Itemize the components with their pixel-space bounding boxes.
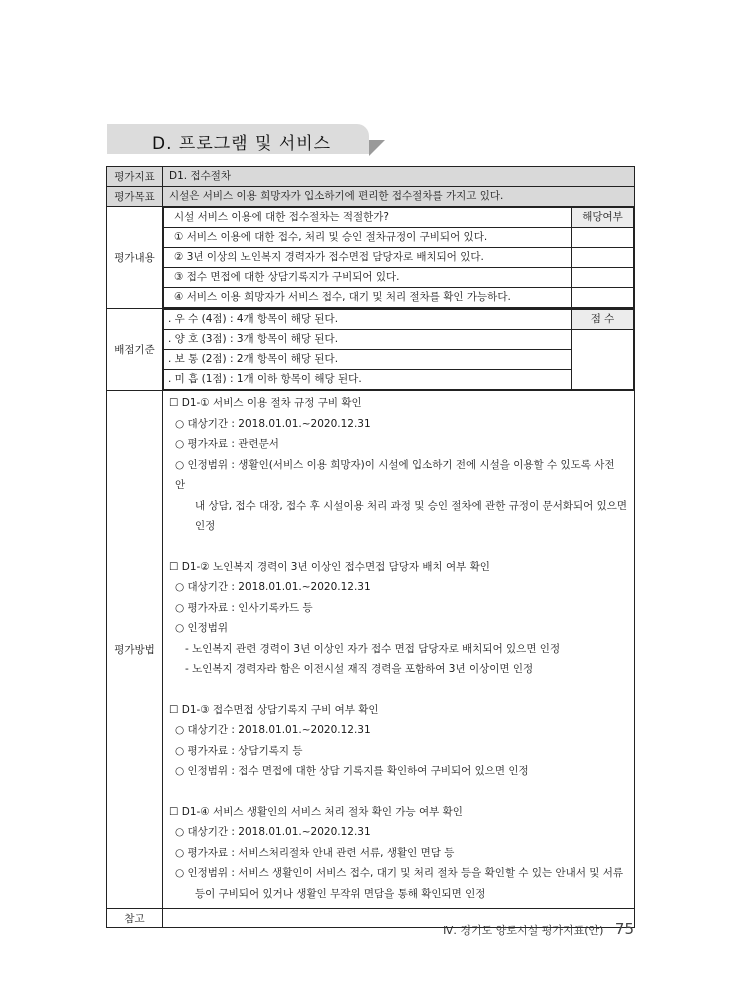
method-period: ○ 대상기간 : 2018.01.01.~2020.12.31 — [175, 826, 371, 838]
note-label: 참고 — [107, 909, 163, 928]
content-item: ④ 서비스 이용 희망자가 서비스 접수, 대기 및 처리 절차를 확인 가능하다. — [164, 288, 572, 308]
method-range: ○ 인정범위 : 생활인(서비스 이용 희망자)이 시설에 입소하기 전에 시설을 이용할 수 있도록 사전 안 — [175, 458, 615, 491]
indicator-value: D1. 접수절차 — [169, 170, 232, 182]
content-question: 시설 서비스 이용에 대한 접수절차는 적절한가? — [164, 208, 572, 228]
content-inner-table — [163, 207, 634, 308]
goal-row — [107, 187, 635, 207]
method-label: 평가방법 — [107, 391, 163, 909]
score-criterion: . 미 흡 (1점) : 1개 이하 항목이 해당 된다. — [164, 370, 572, 390]
method-heading: ☐ D1-④ 서비스 생활인의 서비스 처리 절차 확인 가능 여부 확인 — [169, 805, 463, 818]
score-criterion: . 보 통 (2점) : 2개 항목이 해당 된다. — [164, 350, 572, 370]
page-footer — [443, 920, 634, 938]
applicable-cell-1[interactable] — [572, 228, 634, 248]
evaluation-table — [106, 166, 635, 928]
content-item: ① 서비스 이용에 대한 접수, 처리 및 승인 절차규정이 구비되어 있다. — [164, 228, 572, 248]
method-content — [163, 391, 634, 908]
content-item: ③ 접수 면접에 대한 상담기록지가 구비되어 있다. — [164, 268, 572, 288]
method-range: ○ 인정범위 : 접수 면접에 대한 상담 기록지를 확인하여 구비되어 있으면 인정 — [175, 765, 529, 777]
method-heading: ☐ D1-③ 접수면접 상담기록지 구비 여부 확인 — [169, 703, 379, 716]
method-period: ○ 대상기간 : 2018.01.01.~2020.12.31 — [175, 724, 371, 736]
section-header — [107, 124, 369, 154]
method-period: ○ 대상기간 : 2018.01.01.~2020.12.31 — [175, 581, 371, 593]
method-row — [107, 391, 635, 909]
applicable-cell-3[interactable] — [572, 268, 634, 288]
method-range-continued: 인정 — [195, 520, 216, 532]
score-header: 점 수 — [572, 310, 634, 330]
method-range-sub: - 노인복지 경력자라 함은 이전시설 재직 경력을 포함하여 3년 이상이면 인정 — [185, 663, 534, 675]
method-range-continued: 등이 구비되어 있거나 생활인 무작위 면담을 통해 확인되면 인정 — [195, 887, 486, 900]
score-label: 배점기준 — [107, 309, 163, 391]
section-tab-shadow — [369, 140, 385, 156]
footer-chapter: Ⅳ. 경기도 양로시설 평가지표(안) — [443, 924, 604, 937]
score-row — [107, 309, 635, 391]
method-material: ○ 평가자료 : 상담기록지 등 — [175, 744, 303, 757]
indicator-row — [107, 167, 635, 187]
method-range: ○ 인정범위 — [175, 622, 229, 634]
applicable-cell-4[interactable] — [572, 288, 634, 308]
score-criterion: . 우 수 (4점) : 4개 항목이 해당 된다. — [164, 310, 572, 330]
goal-value: 시설은 서비스 이용 희망자가 입소하기에 편리한 접수절차를 가지고 있다. — [169, 190, 504, 202]
score-cell[interactable] — [572, 330, 634, 390]
method-heading: ☐ D1-② 노인복지 경력이 3년 이상인 접수면접 담당자 배치 여부 확인 — [169, 560, 490, 573]
content-item: ② 3년 이상의 노인복지 경력자가 접수면접 담당자로 배치되어 있다. — [164, 248, 572, 268]
method-range-sub: - 노인복지 관련 경력이 3년 이상인 자가 접수 면접 담당자로 배치되어 있으면 인정 — [185, 642, 561, 655]
method-period: ○ 대상기간 : 2018.01.01.~2020.12.31 — [175, 417, 371, 430]
method-heading: ☐ D1-① 서비스 이용 절차 규정 구비 확인 — [169, 397, 362, 409]
method-range: ○ 인정범위 : 서비스 생활인이 서비스 접수, 대기 및 처리 절차 등을 확인할 수 있는 안내서 및 서류 — [175, 867, 624, 879]
method-material: ○ 평가자료 : 서비스처리절차 안내 관련 서류, 생활인 면담 등 — [175, 846, 455, 859]
score-criterion: . 양 호 (3점) : 3개 항목이 해당 된다. — [164, 330, 572, 350]
indicator-label: 평가지표 — [107, 167, 163, 187]
page-number: 75 — [614, 920, 634, 938]
content-row — [107, 207, 635, 309]
section-title: D. 프로그램 및 서비스 — [152, 134, 332, 154]
score-inner-table — [163, 309, 634, 390]
method-material: ○ 평가자료 : 관련문서 — [175, 438, 279, 450]
method-range-continued: 내 상담, 접수 대장, 접수 후 시설이용 처리 과정 및 승인 절차에 관한 규정이 문서화되어 있으면 — [195, 499, 628, 512]
applicable-cell-2[interactable] — [572, 248, 634, 268]
goal-label: 평가목표 — [107, 187, 163, 207]
content-label: 평가내용 — [107, 207, 163, 309]
applicable-header: 해당여부 — [572, 208, 634, 228]
method-material: ○ 평가자료 : 인사기록카드 등 — [175, 601, 313, 614]
